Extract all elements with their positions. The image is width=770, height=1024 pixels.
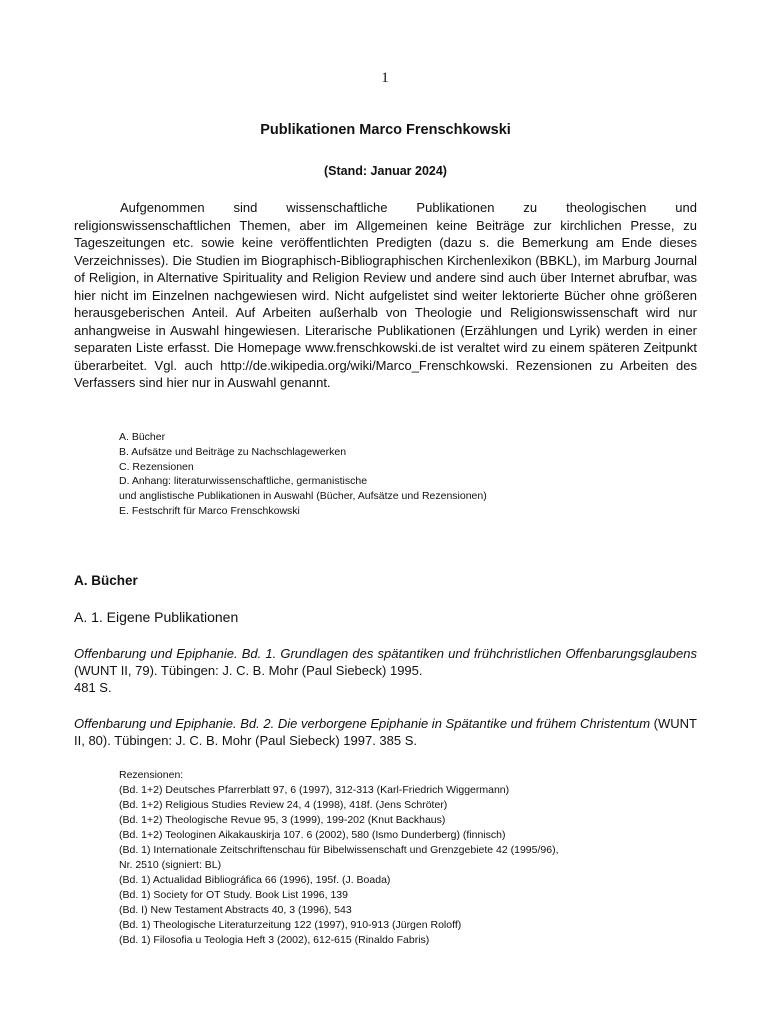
- document-title: Publikationen Marco Frenschkowski: [260, 122, 511, 138]
- publication-details: (WUNT II, 79). Tübingen: J. C. B. Mohr (Paul Siebeck) 1995.: [74, 663, 423, 678]
- toc-item: E. Festschrift für Marco Frenschkowski: [119, 504, 300, 517]
- publication-entry: [74, 715, 697, 749]
- toc-item: C. Rezensionen: [119, 460, 194, 473]
- review-item: (Bd. 1+2) Teologinen Aikakauskirja 107. 6 (2002), 580 (Ismo Dunderberg) (finnisch): [119, 829, 506, 841]
- page-number: 1: [381, 70, 389, 86]
- toc-item: D. Anhang: literaturwissenschaftliche, germanistische: [119, 475, 368, 488]
- review-item: (Bd. 1) Theologische Literaturzeitung 122 (1997), 910-913 (Jürgen Roloff): [119, 919, 462, 931]
- reviews-heading: Rezensionen:: [119, 769, 184, 781]
- review-item: (Bd. 1) Internationale Zeitschriftenschau für Bibelwissenschaft und Grenzgebiete 42 (1995/96),: [119, 844, 559, 856]
- intro-paragraph: Aufgenommen sind wissenschaftliche Publikationen zu theologischen und religionswissenschaftlichen Themen, aber im Allgemeinen keine Beiträge zur kirchlichen Presse, zu Tageszeitungen etc. sowie keine veröffentlichten Predigten (dazu s. die Bemerkung am Ende dieses Verzeichnisses). Die Studien im Biographisch-Bibliographischen Kirchenlexikon (BBKL), im Marburg Journal of Religion, in Alternative Spirituality and Religion Review und andere sind auch über Internet abrufbar, was hier nicht im Einzelnen nachgewiesen wird. Nicht aufgelistet sind weiter lektorierte Bücher ohne größeren herausgeberischen Anteil. Auf Arbeiten außerhalb von Theologie und Religionswissenschaft wird nur anhangweise in Auswahl hingewiesen. Literarische Publikationen (Erzählungen und Lyrik) werden in einer separaten Liste erfasst. Die Homepage www.frenschkowski.de ist veraltet wird zu einem späteren Zeitpunkt überarbeitet. Vgl. auch http://de.wikipedia.org/wiki/Marco_Frenschkowski. Rezensionen zu Arbeiten des Verfassers sind hier nur in Auswahl genannt.: [74, 200, 697, 390]
- publication-entry: [74, 645, 697, 696]
- review-item: (Bd. 1) Society for OT Study. Book List 1996, 139: [119, 889, 348, 901]
- toc-item: und anglistische Publikationen in Auswahl (Bücher, Aufsätze und Rezensionen): [119, 490, 487, 503]
- review-item: (Bd. I) New Testament Abstracts 40, 3 (1996), 543: [119, 904, 352, 916]
- reviews-list: [119, 768, 679, 948]
- subsection-heading-a1: A. 1. Eigene Publikationen: [74, 609, 239, 625]
- section-heading-a: A. Bücher: [74, 573, 138, 588]
- review-item: (Bd. 1) Filosofia u Teologia Heft 3 (2002), 612-615 (Rinaldo Fabris): [119, 934, 430, 946]
- toc-item: B. Aufsätze und Beiträge zu Nachschlagewerken: [119, 445, 347, 458]
- table-of-contents: [119, 430, 679, 519]
- review-item: Nr. 2510 (signiert: BL): [119, 859, 222, 871]
- review-item: (Bd. 1+2) Theologische Revue 95, 3 (1999), 199-202 (Knut Backhaus): [119, 814, 446, 826]
- publication-title: Offenbarung und Epiphanie. Bd. 2. Die verborgene Epiphanie in Spätantike und frühem Christentum: [74, 716, 651, 731]
- toc-item: A. Bücher: [119, 431, 166, 443]
- publication-pages: 481 S.: [74, 680, 112, 695]
- review-item: (Bd. 1+2) Deutsches Pfarrerblatt 97, 6 (1997), 312-313 (Karl-Friedrich Wiggermann): [119, 784, 510, 796]
- publication-title: Offenbarung und Epiphanie. Bd. 1. Grundlagen des spätantiken und frühchristlichen Offenbarungsglaubens: [74, 646, 697, 661]
- publication-details: (WUNT II, 80). Tübingen: J. C. B. Mohr (Paul Siebeck) 1997. 385 S.: [74, 716, 697, 748]
- review-item: (Bd. 1) Actualidad Bibliográfica 66 (1996), 195f. (J. Boada): [119, 874, 391, 886]
- review-item: (Bd. 1+2) Religious Studies Review 24, 4 (1998), 418f. (Jens Schröter): [119, 799, 448, 811]
- document-date: (Stand: Januar 2024): [324, 164, 447, 178]
